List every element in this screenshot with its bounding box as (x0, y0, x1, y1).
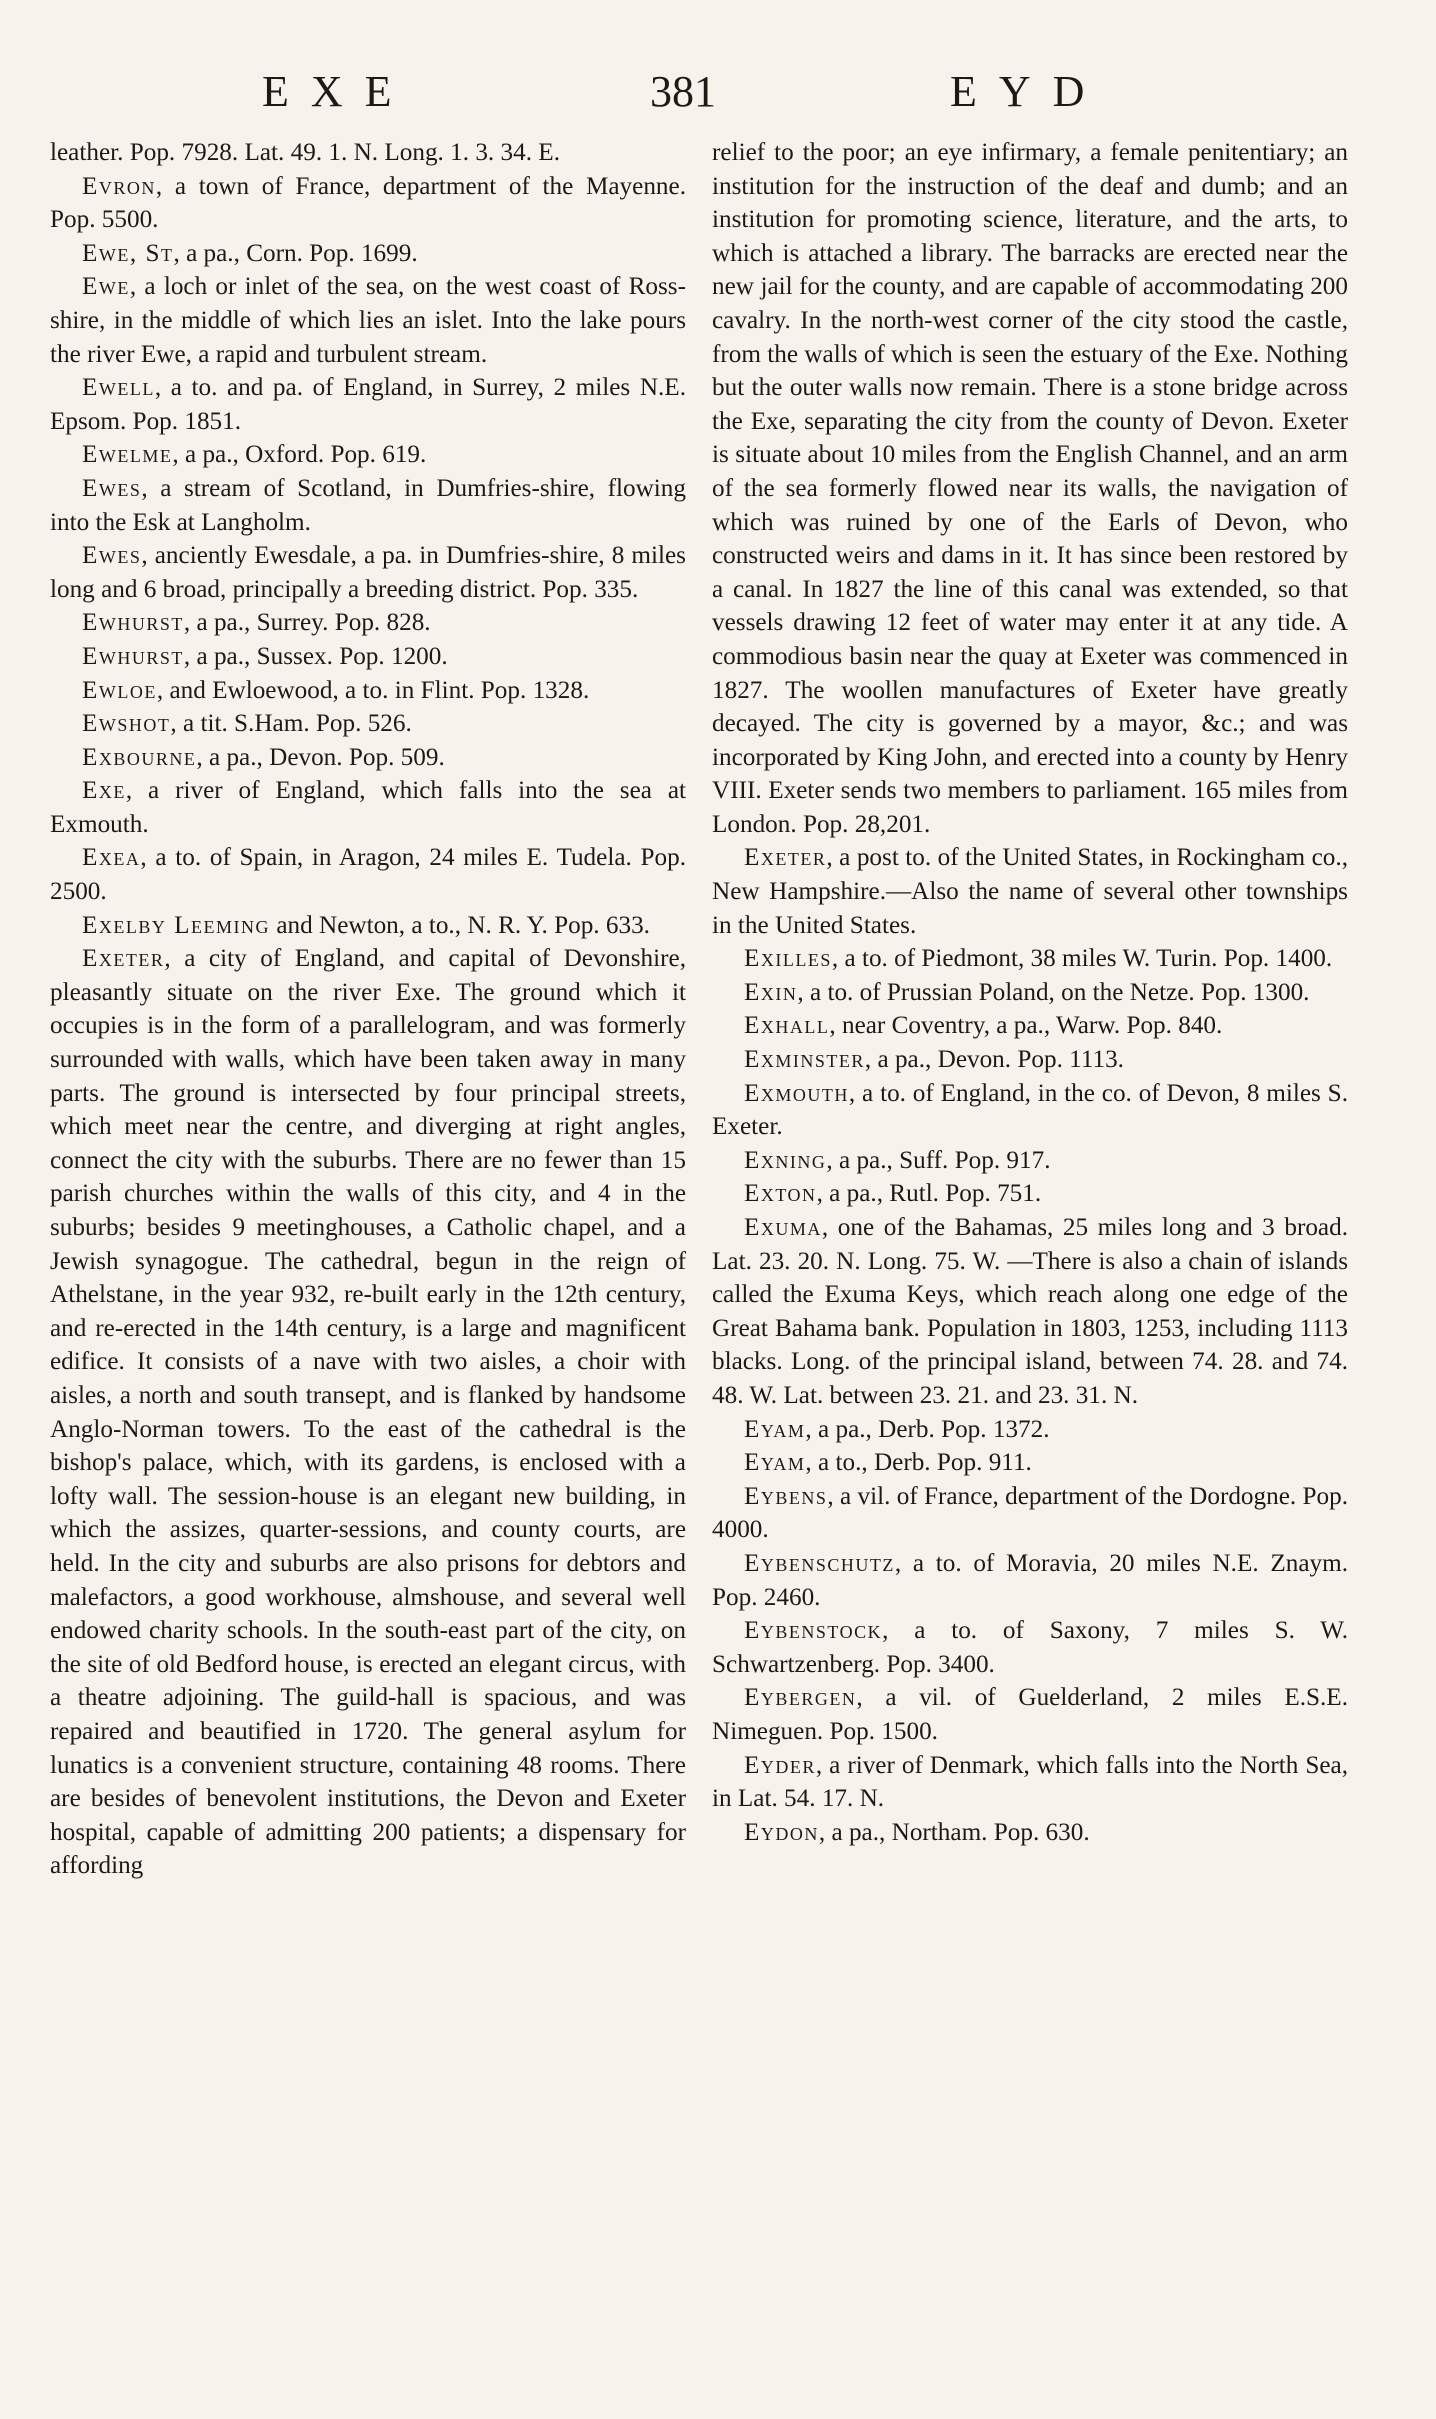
entry-headword: Evron (82, 172, 156, 200)
entry-text: , a post to. of the United States, in Rockingham co., New Hampshire.—Also the name of several other townships in the United States. (712, 844, 1348, 939)
gazetteer-entry (712, 1009, 1348, 1043)
entry-text: , and Ewloewood, a to. in Flint. Pop. 1328. (156, 676, 590, 704)
gazetteer-entry (50, 640, 686, 674)
entry-headword: Exmouth (744, 1079, 849, 1107)
entry-headword: Exe (82, 777, 126, 805)
entry-headword: Eyder (744, 1751, 816, 1779)
gazetteer-entry (712, 1077, 1348, 1144)
entry-headword: Eyam (744, 1449, 806, 1477)
entry-text: , a vil. of Guelderland, 2 miles E.S.E. Nimeguen. Pop. 1500. (712, 1684, 1348, 1745)
entry-headword: Ewe, St (82, 239, 174, 267)
gazetteer-entry (50, 942, 686, 1883)
right-column (712, 136, 1348, 1849)
entry-text: , a town of France, department of the Mayenne. Pop. 5500. (50, 172, 686, 234)
gazetteer-entry (50, 841, 686, 908)
gazetteer-entry (712, 136, 1348, 841)
entry-headword: Eyam (744, 1415, 806, 1443)
entry-text: , a to. of Saxony, 7 miles S. W. Schwartzenberg. Pop. 3400. (712, 1617, 1348, 1678)
gazetteer-entry (50, 438, 686, 472)
entry-headword: Exin (744, 978, 798, 1006)
entry-headword: Ewell (82, 374, 155, 402)
entry-text: , a pa., Derb. Pop. 1372. (805, 1415, 1050, 1443)
entry-headword: Exilles (744, 945, 832, 973)
gazetteer-entry (712, 1446, 1348, 1480)
gazetteer-entry (50, 136, 686, 170)
entry-headword: Ewelme (82, 441, 173, 469)
entry-headword: Exning (744, 1146, 827, 1174)
entry-text: , a to., Derb. Pop. 911. (805, 1449, 1032, 1477)
entry-headword: Exuma (744, 1214, 822, 1241)
gazetteer-entry (712, 1211, 1348, 1413)
entry-headword: Exminster (744, 1046, 865, 1074)
entry-text: , anciently Ewesdale, a pa. in Dumfries-shire, 8 miles long and 6 broad, principally a breeding district. Pop. 335. (50, 542, 686, 603)
entry-text: , one of the Bahamas, 25 miles long and 3 broad. Lat. 23. 20. N. Long. 75. W. —There is also a chain of islands called the Exuma Keys, which reach along one edge of the Great Bahama bank. Population in 1803, 1253, including 1113 blacks. Long. of the principal island, between 74. 28. and 74. 48. W. Lat. between 23. 21. and 23. 31. N. (712, 1214, 1348, 1409)
entry-text: , a pa., Devon. Pop. 1113. (864, 1046, 1124, 1074)
page-number: 381 (650, 67, 716, 116)
entry-text: , a pa., Suff. Pop. 917. (826, 1146, 1051, 1174)
gazetteer-entry (712, 1749, 1348, 1816)
entry-text: , a pa., Surrey. Pop. 828. (183, 609, 431, 637)
entry-headword: Ewhurst (82, 642, 184, 670)
gazetteer-entry (712, 1413, 1348, 1447)
entry-headword: Eybenschutz (744, 1549, 895, 1577)
entry-headword: Exeter (82, 945, 165, 973)
gazetteer-entry (50, 909, 686, 943)
entry-text: , a pa., Northam. Pop. 630. (818, 1818, 1090, 1846)
entry-headword: Exelby Leeming (82, 911, 271, 939)
entry-text: , a to. and pa. of England, in Surrey, 2 miles N.E. Epsom. Pop. 1851. (50, 374, 686, 435)
gazetteer-entry (712, 1043, 1348, 1077)
gazetteer-entry (712, 1614, 1348, 1681)
entry-headword: Exeter (744, 844, 827, 872)
gazetteer-entry (50, 170, 686, 237)
gazetteer-entry (50, 371, 686, 438)
entry-text: , a pa., Sussex. Pop. 1200. (183, 642, 448, 670)
gazetteer-entry (50, 472, 686, 539)
gazetteer-entry (50, 774, 686, 841)
left-column (50, 136, 686, 1883)
entry-text: , a to. of Spain, in Aragon, 24 miles E. Tudela. Pop. 2500. (50, 844, 686, 906)
entry-headword: Eybens (744, 1482, 828, 1510)
gazetteer-entry (50, 707, 686, 741)
gazetteer-entry (712, 1547, 1348, 1614)
entry-text: , a loch or inlet of the sea, on the west coast of Ross-shire, in the middle of which lies an islet. Into the lake pours the river Ewe, a rapid and turbulent stream. (50, 273, 686, 368)
gazetteer-entry (712, 1816, 1348, 1850)
gazetteer-entry (50, 606, 686, 640)
entry-headword: Exhall (744, 1012, 830, 1040)
entry-headword: Eydon (744, 1818, 819, 1846)
gazetteer-entry (712, 841, 1348, 942)
gazetteer-entry (50, 270, 686, 371)
header-left-guide-word: EXE (262, 67, 414, 116)
entry-headword: Ewshot (82, 710, 171, 738)
entry-headword: Eybenstock (744, 1617, 883, 1645)
entry-text: relief to the poor; an eye infirmary, a female penitentiary; an institution for the instruction of the deaf and dumb; and an institution for promoting science, literature, and the arts, to which is attached a library. The barracks are erected near the new jail for the county, and are capable of accommodating 200 cavalry. In the north-west corner of the city stood the castle, from the walls of which is seen the estuary of the Exe. Nothing but the outer walls now remain. There is a stone bridge across the Exe, separating the city from the county of Devon. Exeter is situate about 10 miles from the English Channel, and an arm of the sea formerly flowed near its walls, the navigation of which was ruined by one of the Earls of Devon, who constructed weirs and dams in it. It has since been restored by a canal. In 1827 the line of this canal was extended, so that vessels drawing 12 feet of water may enter it at any tide. A commodious basin near the quay at Exeter was commenced in 1827. The woollen manufactures of Exeter have greatly decayed. The city is governed by a mayor, &c.; and was incorporated by King John, and erected into a county by Henry VIII. Exeter sends two members to parliament. 165 miles from London. Pop. 28,201. (712, 139, 1348, 838)
entry-headword: Ewe (82, 273, 130, 301)
entry-text: , a to. of Prussian Poland, on the Netze. Pop. 1300. (797, 978, 1310, 1006)
entry-text: , near Coventry, a pa., Warw. Pop. 840. (829, 1012, 1223, 1040)
entry-text: , a pa., Corn. Pop. 1699. (173, 239, 418, 267)
gazetteer-entry (712, 1144, 1348, 1178)
entry-headword: Exton (744, 1180, 817, 1208)
entry-text: , a pa., Devon. Pop. 509. (196, 743, 445, 771)
running-header (0, 66, 1436, 126)
entry-text: leather. Pop. 7928. Lat. 49. 1. N. Long. 1. 3. 34. E. (50, 139, 560, 166)
entry-text: , a to. of Piedmont, 38 miles W. Turin. Pop. 1400. (831, 945, 1333, 973)
gazetteer-entry (712, 1480, 1348, 1547)
gazetteer-entry (50, 237, 686, 271)
entry-headword: Ewloe (82, 676, 157, 704)
entry-headword: Exbourne (82, 743, 197, 771)
entry-text: and Newton, a to., N. R. Y. Pop. 633. (270, 911, 650, 939)
gazetteer-entry (712, 1177, 1348, 1211)
entry-headword: Exea (82, 844, 141, 872)
entry-text: , a pa., Rutl. Pop. 751. (816, 1180, 1042, 1208)
entry-text: , a to. of Moravia, 20 miles N.E. Znaym. Pop. 2460. (712, 1549, 1348, 1611)
gazetteer-entry (712, 976, 1348, 1010)
header-right-guide-word: EYD (950, 67, 1107, 116)
entry-text: , a pa., Oxford. Pop. 619. (172, 441, 427, 469)
entry-text: , a river of Denmark, which falls into the North Sea, in Lat. 54. 17. N. (712, 1751, 1348, 1813)
entry-headword: Ewes (82, 542, 142, 570)
gazetteer-entry (712, 1681, 1348, 1748)
gazetteer-entry (50, 674, 686, 708)
entry-headword: Ewes (82, 474, 142, 502)
entry-text: , a to. of England, in the co. of Devon, 8 miles S. Exeter. (712, 1079, 1348, 1141)
entry-text: , a tit. S.Ham. Pop. 526. (170, 710, 412, 738)
gazetteer-entry (50, 539, 686, 606)
entry-text: , a vil. of France, department of the Dordogne. Pop. 4000. (712, 1482, 1348, 1544)
entry-headword: Ewhurst (82, 609, 184, 637)
entry-text: , a city of England, and capital of Devonshire, pleasantly situate on the river Exe. The ground which it occupies is in the form of a parallelogram, and was formerly surrounded with walls, which have been taken away in many parts. The ground is intersected by four principal streets, which meet near the centre, and diverging at right angles, connect the city with the suburbs. There are no fewer than 15 parish churches within the walls of this city, and 4 in the suburbs; besides 9 meetinghouses, a Catholic chapel, and a Jewish synagogue. The cathedral, begun in the reign of Athelstane, in the year 932, re-built early in the 12th century, and re-erected in the 14th century, is a large and magnificent edifice. It consists of a nave with two aisles, a choir with aisles, a north and south transept, and is flanked by handsome Anglo-Norman towers. To the east of the cathedral is the bishop's palace, which, with its gardens, is enclosed with a lofty wall. The session-house is an elegant new building, in which the assizes, quarter-sessions, and county courts, are held. In the city and suburbs are also prisons for debtors and malefactors, a good workhouse, almshouse, and several well endowed charity schools. In the south-east part of the city, on the site of old Bedford house, is erected an elegant circus, with a theatre adjoining. The guild-hall is spacious, and was repaired and beautified in 1720. The general asylum for lunatics is a convenient structure, containing 48 rooms. There are besides of benevolent institutions, the Devon and Exeter hospital, capable of admitting 200 patients; a dispensary for affording (50, 945, 686, 1880)
gazetteer-entry (712, 942, 1348, 976)
entry-headword: Eybergen (744, 1684, 857, 1712)
entry-text: , a river of England, which falls into the sea at Exmouth. (50, 777, 686, 838)
gazetteer-entry (50, 741, 686, 775)
entry-text: , a stream of Scotland, in Dumfries-shire, flowing into the Esk at Langholm. (50, 474, 686, 536)
